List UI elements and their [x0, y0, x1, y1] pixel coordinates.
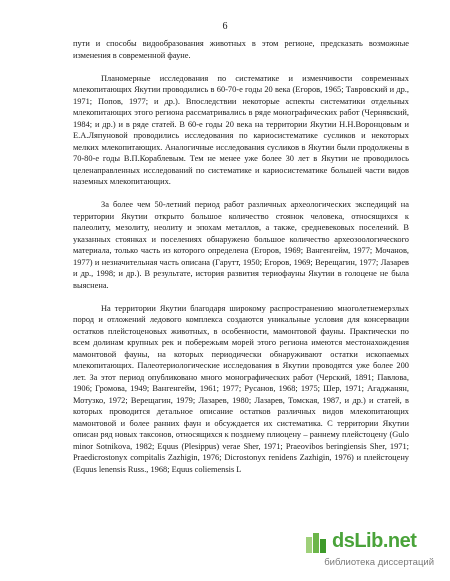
watermark-caption: библиотека диссертаций	[324, 557, 434, 568]
body-text	[73, 38, 409, 475]
paragraph-3: За более чем 50-летний период работ различных археологических экспедиций на территории Якутии открыто большое количество стоянок человека, относящихся к палеолиту, мезолиту, неолиту и эпохам металлов, а также, средневековых поселений. В указанных стоянках и поселениях обнаружено большое количество археозоологического материала, только часть из которого определена (Егоров, 1969; Вангенгейм, 1977; Мочанов, 1977) и незначительная часть описана (Гарутт, 1950; Егоров, 1969; Верещагин, 1977; Лазарев и др., 1998; и др.). В результате, история развития териофауны Якутии в голоцене не была выяснена.	[73, 200, 409, 290]
paragraph-1: пути и способы видообразования животных в этом регионе, предсказать возможные изменения в современной фауне.	[73, 39, 409, 60]
dslib-watermark	[304, 529, 434, 571]
page-number: 6	[222, 21, 228, 32]
dslib-logo-icon	[304, 529, 330, 555]
paragraph-4: На территории Якутии благодаря широкому распространению многолетнемерзлых пород и отложений ледового комплекса создаются уникальные условия для консервации остатков плейстоценовых животных, в особенности, мамонтовой фауны. Практически по всем долинам крупных рек и побережьям морей этого региона имеются местонахождения мамонтовой фауны, на которых периодически обнаруживают остатки ископаемых млекопитающих. Палеотериологические исследования в Якутии проводятся уже более 200 лет. За этот период опубликовано много монографических работ (Черский, 1891; Павлова, 1906; Громова, 1949; Вангенгейм, 1961; 1977; Русанов, 1968; 1975; Шер, 1971; Агаджанян, Мотузко, 1972; Верещагин, 1979; Лазарев, 1980; Лазарев, Томская, 1987, и др.) и статей, в которых проводится детальное описание остатков различных видов млекопитающих мамонтовой и более ранних фаун и обсуждается их систематика. С территории Якутии описан ряд новых таксонов, относящихся к позднему плиоцену – раннему плейстоцену (Gulo minor Sotnikova, 1982; Equus (Plesippus) verae Sher, 1971; Praeovibos beringiensis Sher, 1971; Praedicrostonyx compitalis Zazhigin, 1976; Dicrostonyx renidens Zazhigin, 1976) и плейстоцену (Equus lenensis Russ., 1968; Equus coliemensis L	[73, 303, 409, 474]
watermark-brand: dsLib.net	[332, 530, 417, 552]
paragraph-2: Планомерные исследования по систематике и изменчивости современных млекопитающих Якутии проводились в 60-70-е годы 20 века (Егоров, 1965; Тавровский и др., 1971; Попов, 1977; и др.). Впоследствии некоторые аспекты систематики отдельных млекопитающих этого региона рассматривались в ряде монографических работ (Чернявский, 1984; и др.) и в ряде статей. В 60-е годы 20 века на территории Якутии Н.Н.Воронцовым и Е.А.Ляпуновой проводились исследования по кариосистематике сусликов и некоторых мелких млекопитающих. Аналогичные исследования сусликов в Якутии были продолжены в 70-80-е годы В.П.Кораблевым. Тем не менее уже более 30 лет в Якутии не проводилось целенаправленных исследований по систематике и кариосистематике большей части видов наземных млекопитающих.	[73, 73, 409, 186]
